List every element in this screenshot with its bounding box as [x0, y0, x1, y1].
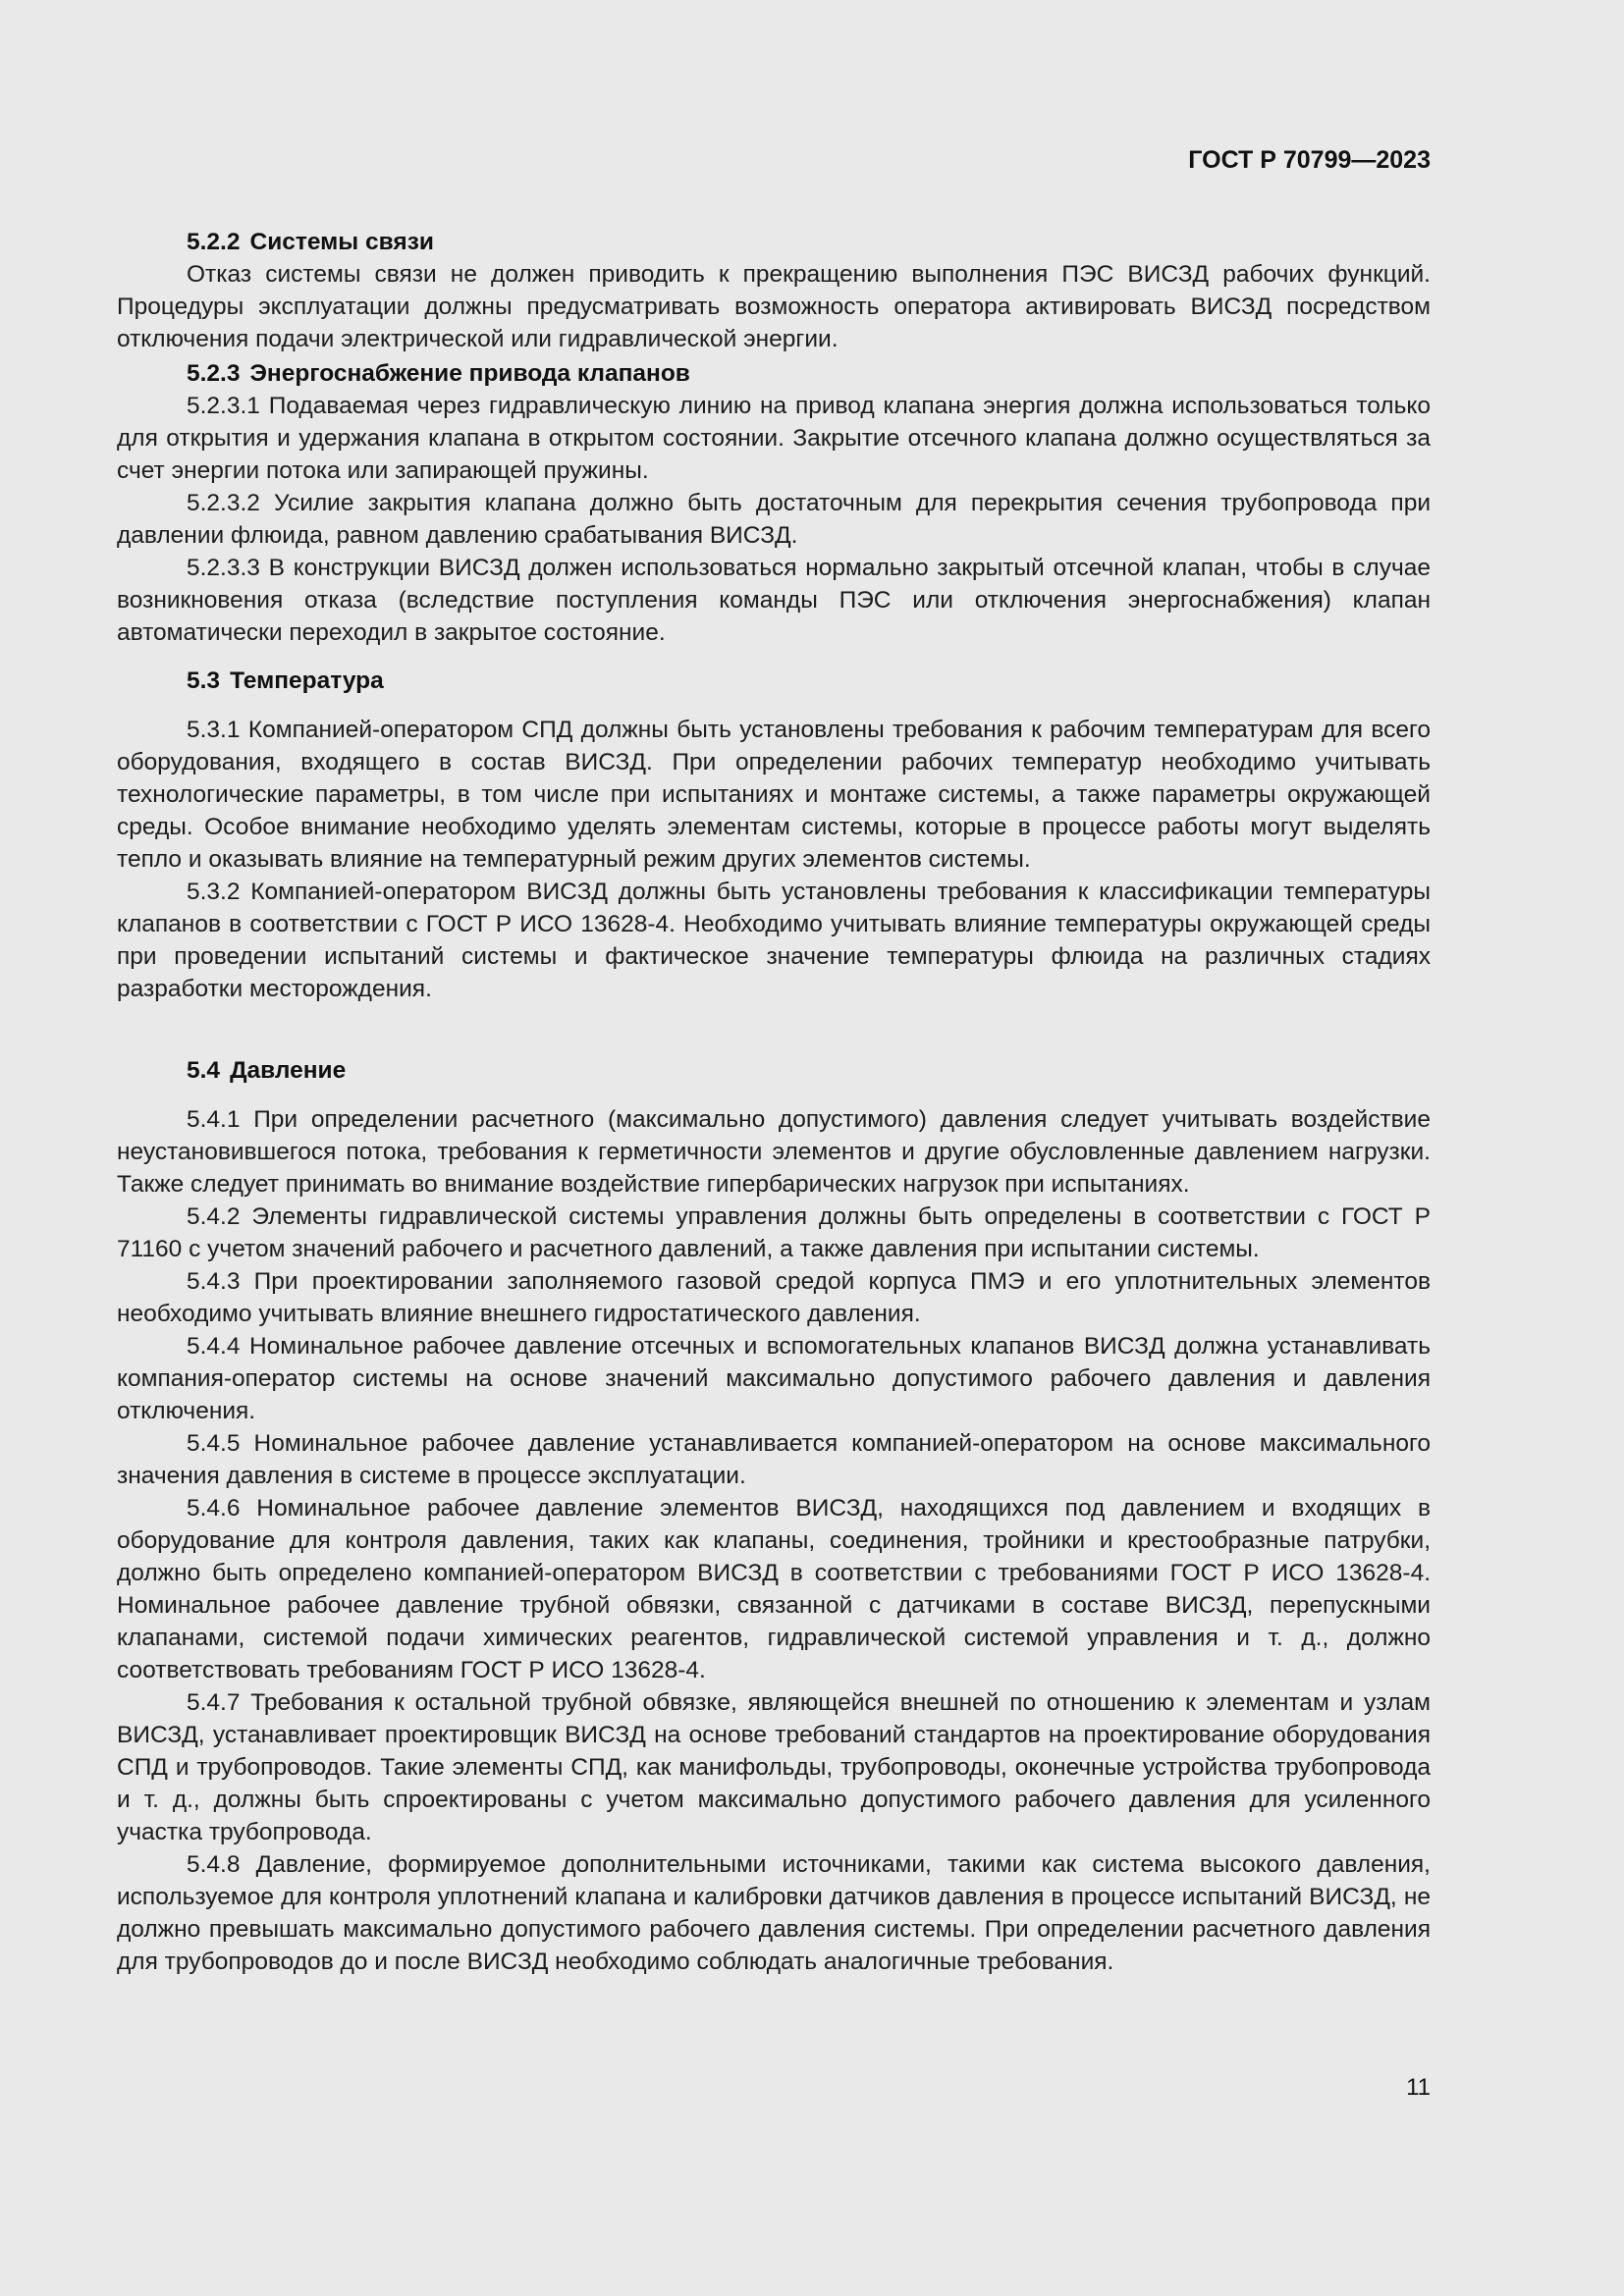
paragraph: Отказ системы связи не должен приводить к прекращению выполнения ПЭС ВИСЗД рабочих функций. Процедуры эксплуатации должны предусматривать возможность оператора активировать ВИСЗД посредством отключения подачи электрической или гидравлической энергии.	[117, 261, 1431, 352]
section-title: Системы связи	[249, 229, 434, 255]
paragraph: 5.4.2 Элементы гидравлической системы управления должны быть определены в соответствии с ГОСТ Р 71160 с учетом значений рабочего и расчетного давлений, а также давления при испытании системы.	[117, 1203, 1431, 1262]
section-heading	[117, 226, 1431, 258]
section-heading	[117, 357, 1431, 390]
section-5-3	[117, 665, 1431, 1005]
paragraph: 5.3.1 Компанией-оператором СПД должны быть установлены требования к рабочим температурам для всего оборудования, входящего в состав ВИСЗД. При определении рабочих температур необходимо учитывать технологические параметры, в том числе при испытаниях и монтаже системы, а также параметры окружающей среды. Особое внимание необходимо уделять элементам системы, которые в процессе работы могут выделять тепло и оказывать влияние на температурный режим других элементов системы.	[117, 717, 1431, 873]
paragraph: 5.2.3.2 Усилие закрытия клапана должно быть достаточным для перекрытия сечения трубопровода при давлении флюида, равном давлению срабатывания ВИСЗД.	[117, 490, 1431, 549]
section-title: Температура	[230, 667, 384, 694]
paragraph: 5.4.6 Номинальное рабочее давление элементов ВИСЗД, находящихся под давлением и входящих в оборудование для контроля давления, таких как клапаны, соединения, тройники и крестообразные патрубки, должно быть определено компанией-оператором ВИСЗД в соответствии с требованиями ГОСТ Р ИСО 13628-4. Номинальное рабочее давление трубной обвязки, связанной с датчиками в составе ВИСЗД, перепускными клапанами, системой подачи химических реагентов, гидравлической системой управления и т. д., должно соответствовать требованиям ГОСТ Р ИСО 13628-4.	[117, 1495, 1431, 1683]
section-5-4	[117, 1054, 1431, 1978]
section-heading	[117, 665, 1431, 697]
document-code: ГОСТ Р 70799—2023	[1188, 146, 1431, 174]
section-5-2-3	[117, 357, 1431, 649]
page-number: 11	[1406, 2074, 1431, 2101]
section-title: Энергоснабжение привода клапанов	[249, 360, 690, 387]
paragraph: 5.4.1 При определении расчетного (максимально допустимого) давления следует учитывать воздействие неустановившегося потока, требования к герметичности элементов и другие обусловленные давлением нагрузки. Также следует принимать во внимание воздействие гипербарических нагрузок при испытаниях.	[117, 1106, 1431, 1198]
section-number: 5.3	[187, 667, 221, 694]
paragraph: 5.4.5 Номинальное рабочее давление устанавливается компанией-оператором на основе максимального значения давления в системе в процессе эксплуатации.	[117, 1430, 1431, 1489]
paragraph: 5.4.7 Требования к остальной трубной обвязке, являющейся внешней по отношению к элементам и узлам ВИСЗД, устанавливает проектировщик ВИСЗД на основе требований стандартов на проектирование оборудования СПД и трубопроводов. Такие элементы СПД, как манифольды, трубопроводы, оконечные устройства трубопровода и т. д., должны быть спроектированы с учетом максимально допустимого рабочего давления для усиленного участка трубопровода.	[117, 1689, 1431, 1845]
paragraph: 5.2.3.1 Подаваемая через гидравлическую линию на привод клапана энергия должна использоваться только для открытия и удержания клапана в открытом состоянии. Закрытие отсечного клапана должно осуществляться за счет энергии потока или запирающей пружины.	[117, 393, 1431, 484]
paragraph: 5.4.4 Номинальное рабочее давление отсечных и вспомогательных клапанов ВИСЗД должна устанавливать компания-оператор системы на основе значений максимально допустимого рабочего давления и давления отключения.	[117, 1333, 1431, 1424]
paragraph: 5.4.3 При проектировании заполняемого газовой средой корпуса ПМЭ и его уплотнительных элементов необходимо учитывать влияние внешнего гидростатического давления.	[117, 1268, 1431, 1327]
section-title: Давление	[230, 1057, 347, 1084]
section-number: 5.2.3	[187, 360, 241, 387]
section-5-2-2	[117, 226, 1431, 355]
section-heading	[117, 1054, 1431, 1087]
section-number: 5.2.2	[187, 229, 241, 255]
paragraph: 5.4.8 Давление, формируемое дополнительными источниками, такими как система высокого давления, используемое для контроля уплотнений клапана и калибровки датчиков давления в процессе испытаний ВИСЗД, не должно превышать максимально допустимого рабочего давления системы. При определении расчетного давления для трубопроводов до и после ВИСЗД необходимо соблюдать аналогичные требования.	[117, 1851, 1431, 1975]
paragraph: 5.2.3.3 В конструкции ВИСЗД должен использоваться нормально закрытый отсечной клапан, чтобы в случае возникновения отказа (вследствие поступления команды ПЭС или отключения энергоснабжения) клапан автоматически переходил в закрытое состояние.	[117, 555, 1431, 646]
paragraph: 5.3.2 Компанией-оператором ВИСЗД должны быть установлены требования к классификации температуры клапанов в соответствии с ГОСТ Р ИСО 13628-4. Необходимо учитывать влияние температуры окружающей среды при проведении испытаний системы и фактическое значение температуры флюида на различных стадиях разработки месторождения.	[117, 879, 1431, 1002]
section-number: 5.4	[187, 1057, 221, 1084]
